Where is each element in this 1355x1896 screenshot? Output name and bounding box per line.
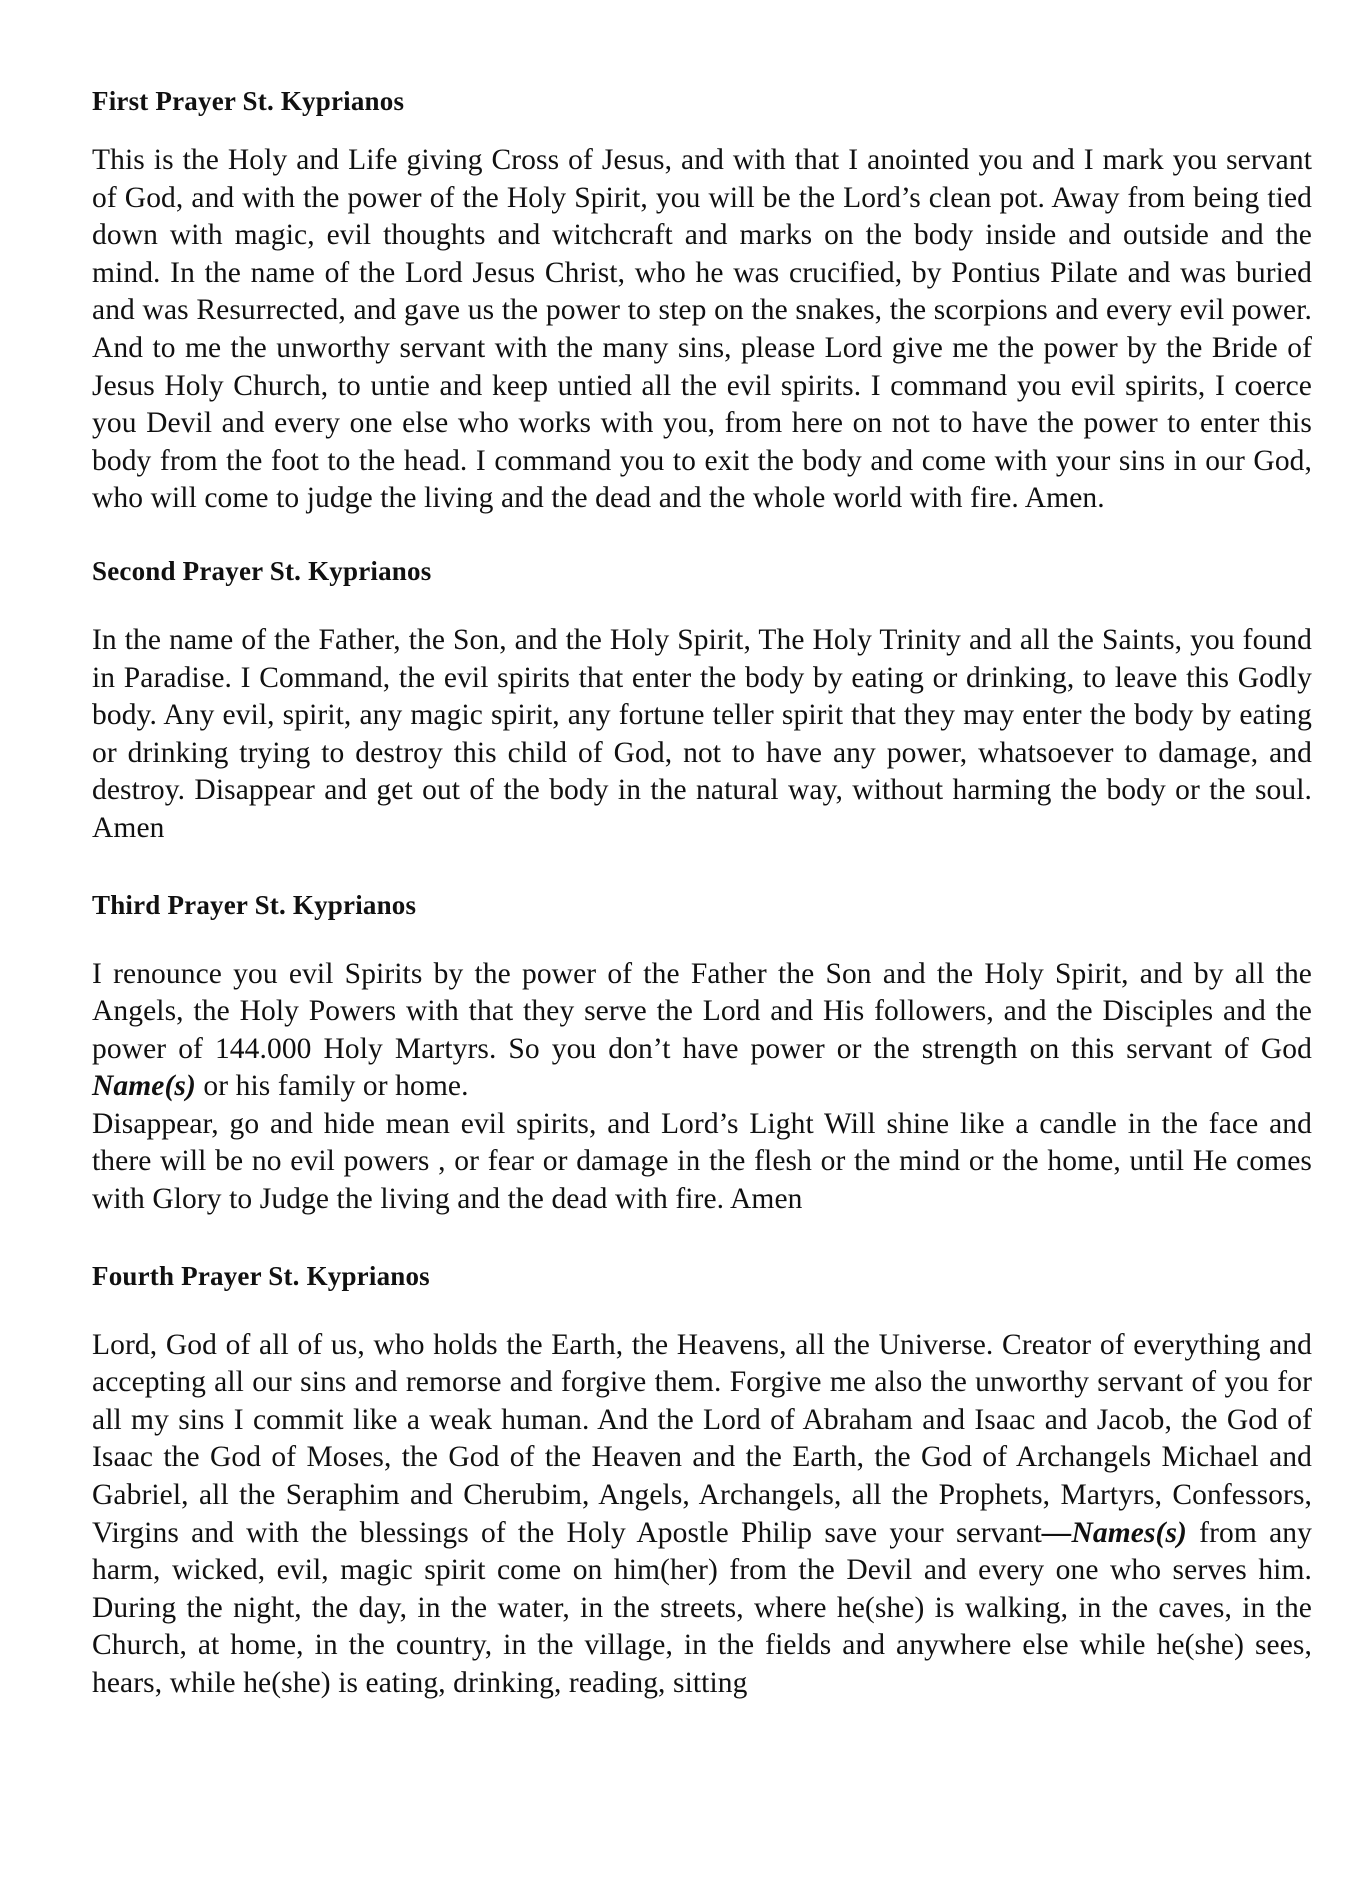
prayer-section-second [92, 554, 1312, 848]
prayer-section-first [92, 84, 1312, 518]
paragraph-text: from any harm, wicked, evil, magic spirit come on him(her) from the Devil and every one who serves him. During the night, the day, in the water, in the streets, where he(she) is walking, in the caves, in the Church, at home, in the country, in the village, in the fields and anywhere else while he(she) sees, hears, while he(she) is eating, drinking, reading, sitting [92, 1516, 1312, 1699]
paragraph-text: or his family or home. [195, 1070, 469, 1103]
paragraph [92, 956, 1312, 1106]
paragraph-text: Lord, God of all of us, who holds the Earth, the Heavens, all the Universe. Creator of everything and accepting all our sins and remorse and forgive them. Forgive me also the unworthy servant of you for all my sins I commit like a weak human. And the Lord of Abraham and Isaac and Jacob, the God of Isaac the God of Moses, the God of the Heaven and the Earth, the God of Archangels Michael and Gabriel, all the Seraphim and Cherubim, Angels, Archangels, all the Prophets, Martyrs, Confessors, Virgins and with the blessings of the Holy Apostle Philip save your servant [92, 1328, 1312, 1549]
section-heading: Fourth Prayer St. Kyprianos [92, 1260, 430, 1291]
paragraph: This is the Holy and Life giving Cross of Jesus, and with that I anointed you and I mark you servant of God, and with the power of the Holy Spirit, you will be the Lord’s clean pot. Away from being tied down with magic, evil thoughts and witchcraft and marks on the body inside and outside and the mind. In the name of the Lord Jesus Christ, who he was crucified, by Pontius Pilate and was buried and was Resurrected, and gave us the power to step on the snakes, the scorpions and every evil power. And to me the unworthy servant with the many sins, please Lord give me the power by the Bride of Jesus Holy Church, to untie and keep untied all the evil spirits. I command you evil spirits, I coerce you Devil and every one else who works with you, from here on not to have the power to enter this body from the foot to the head. I command you to exit the body and come with your sins in our God, who will come to judge the living and the dead and the whole world with fire. Amen. [92, 144, 1312, 515]
prayer-section-third [92, 888, 1312, 1219]
section-heading: First Prayer St. Kyprianos [92, 86, 405, 116]
name-placeholder: —Names(s) [1041, 1516, 1187, 1549]
paragraph-text: I renounce you evil Spirits by the power of the Father the Son and the Holy Spirit, and by all the Angels, the Holy Powers with that they serve the Lord and His followers, and the Disciples and the power of 144.000 Holy Martyrs. So you don’t have power or the strength on this servant of God [92, 957, 1312, 1065]
section-heading: Third Prayer St. Kyprianos [92, 889, 417, 920]
prayer-section-fourth [92, 1259, 1312, 1703]
section-heading: Second Prayer St. Kyprianos [92, 555, 432, 586]
document-body [92, 84, 1312, 1703]
paragraph: Disappear, go and hide mean evil spirits, and Lord’s Light Will shine like a candle in the face and there will be no evil powers , or fear or damage in the flesh or the mind or the home, until He comes with Glory to Judge the living and the dead with fire. Amen [92, 1107, 1312, 1216]
paragraph: In the name of the Father, the Son, and the Holy Spirit, The Holy Trinity and all the Saints, you found in Paradise. I Command, the evil spirits that enter the body by eating or drinking, to leave this Godly body. Any evil, spirit, any magic spirit, any fortune teller spirit that they may enter the body by eating or drinking trying to destroy this child of God, not to have any power, whatsoever to damage, and destroy. Disappear and get out of the body in the natural way, without harming the body or the soul. Amen [92, 623, 1312, 844]
paragraph [92, 1327, 1312, 1703]
name-placeholder: Name(s) [92, 1070, 196, 1103]
